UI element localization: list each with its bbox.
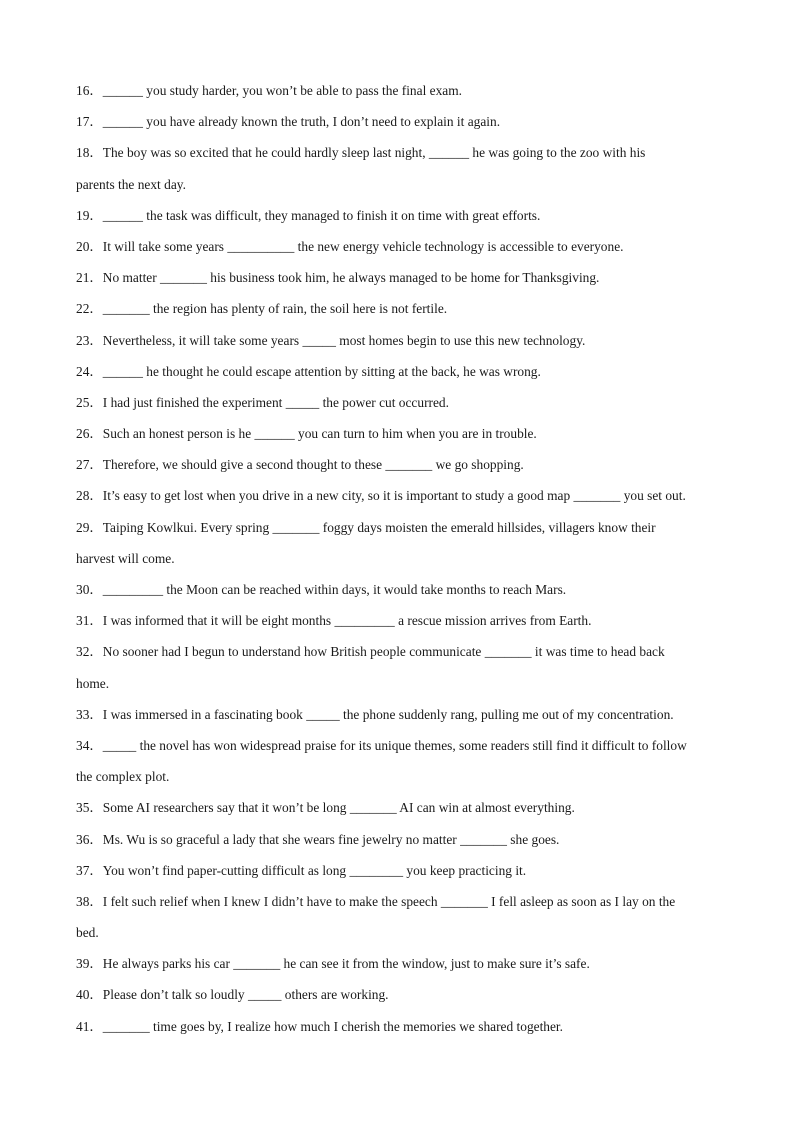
text-line: 33．I was immersed in a fascinating book _____ the phone suddenly rang, pulling me out of my concentration.: [76, 706, 674, 722]
text-line: 22．_______ the region has plenty of rain, the soil here is not fertile.: [76, 301, 448, 317]
text-line: 40．Please don’t talk so loudly _____ others are working.: [76, 987, 389, 1003]
text-line: 34．_____ the novel has won widespread praise for its unique themes, some readers still find it difficult to follow: [76, 737, 687, 753]
text-line: 16．______ you study harder, you won’t be able to pass the final exam.: [76, 83, 462, 98]
text-line: 21．No matter _______ his business took him, he always managed to be home for Thanksgiving.: [76, 270, 600, 286]
text-line: parents the next day.: [76, 176, 186, 192]
text-line: 38．I felt such relief when I knew I didn’t have to make the speech _______ I fell asleep as soon as I lay on the: [76, 893, 676, 909]
text-line: the complex plot.: [76, 769, 170, 785]
text-line: 37．You won’t find paper-cutting difficult as long ________ you keep practicing it.: [76, 862, 527, 878]
text-line: 39．He always parks his car _______ he can see it from the window, just to make sure it’s safe.: [76, 956, 590, 972]
text-line: 25．I had just finished the experiment _____ the power cut occurred.: [76, 394, 449, 410]
text-line: 31．I was informed that it will be eight months _________ a rescue mission arrives from Earth.: [76, 613, 592, 629]
text-line: 17．______ you have already known the truth, I don’t need to explain it again.: [76, 114, 501, 130]
text-line: 32．No sooner had I begun to understand how British people communicate _______ it was time to head back: [76, 644, 665, 660]
exercise-list: [76, 82, 721, 1049]
text-line: 24．______ he thought he could escape attention by sitting at the back, he was wrong.: [76, 363, 541, 379]
text-line: 30．_________ the Moon can be reached within days, it would take months to reach Mars.: [76, 582, 567, 597]
text-line: 29．Taiping Kowlkui. Every spring _______ foggy days moisten the emerald hillsides, villagers know their: [76, 519, 656, 535]
text-line: 41．_______ time goes by, I realize how much I cherish the memories we shared together.: [76, 1018, 564, 1034]
text-line: 35．Some AI researchers say that it won’t be long _______ AI can win at almost everything.: [76, 800, 575, 816]
text-line: 27．Therefore, we should give a second thought to these _______ we go shopping.: [76, 457, 524, 473]
text-line: 19．______ the task was difficult, they managed to finish it on time with great efforts.: [76, 207, 541, 223]
text-line: 20．It will take some years __________ the new energy vehicle technology is accessible to everyone.: [76, 238, 624, 254]
text-line: bed.: [76, 925, 99, 941]
text-line: 28．It’s easy to get lost when you drive in a new city, so it is important to study a good map _______ you set out.: [76, 488, 686, 504]
text-line: harvest will come.: [76, 550, 175, 566]
text-line: home.: [76, 675, 110, 691]
text-line: 18．The boy was so excited that he could hardly sleep last night, ______ he was going to the zoo with his: [76, 145, 646, 161]
text-line: 26．Such an honest person is he ______ you can turn to him when you are in trouble.: [76, 426, 537, 442]
text-line: 36．Ms. Wu is so graceful a lady that she wears fine jewelry no matter _______ she goes.: [76, 831, 560, 847]
text-line: 23．Nevertheless, it will take some years _____ most homes begin to use this new technology.: [76, 332, 586, 348]
